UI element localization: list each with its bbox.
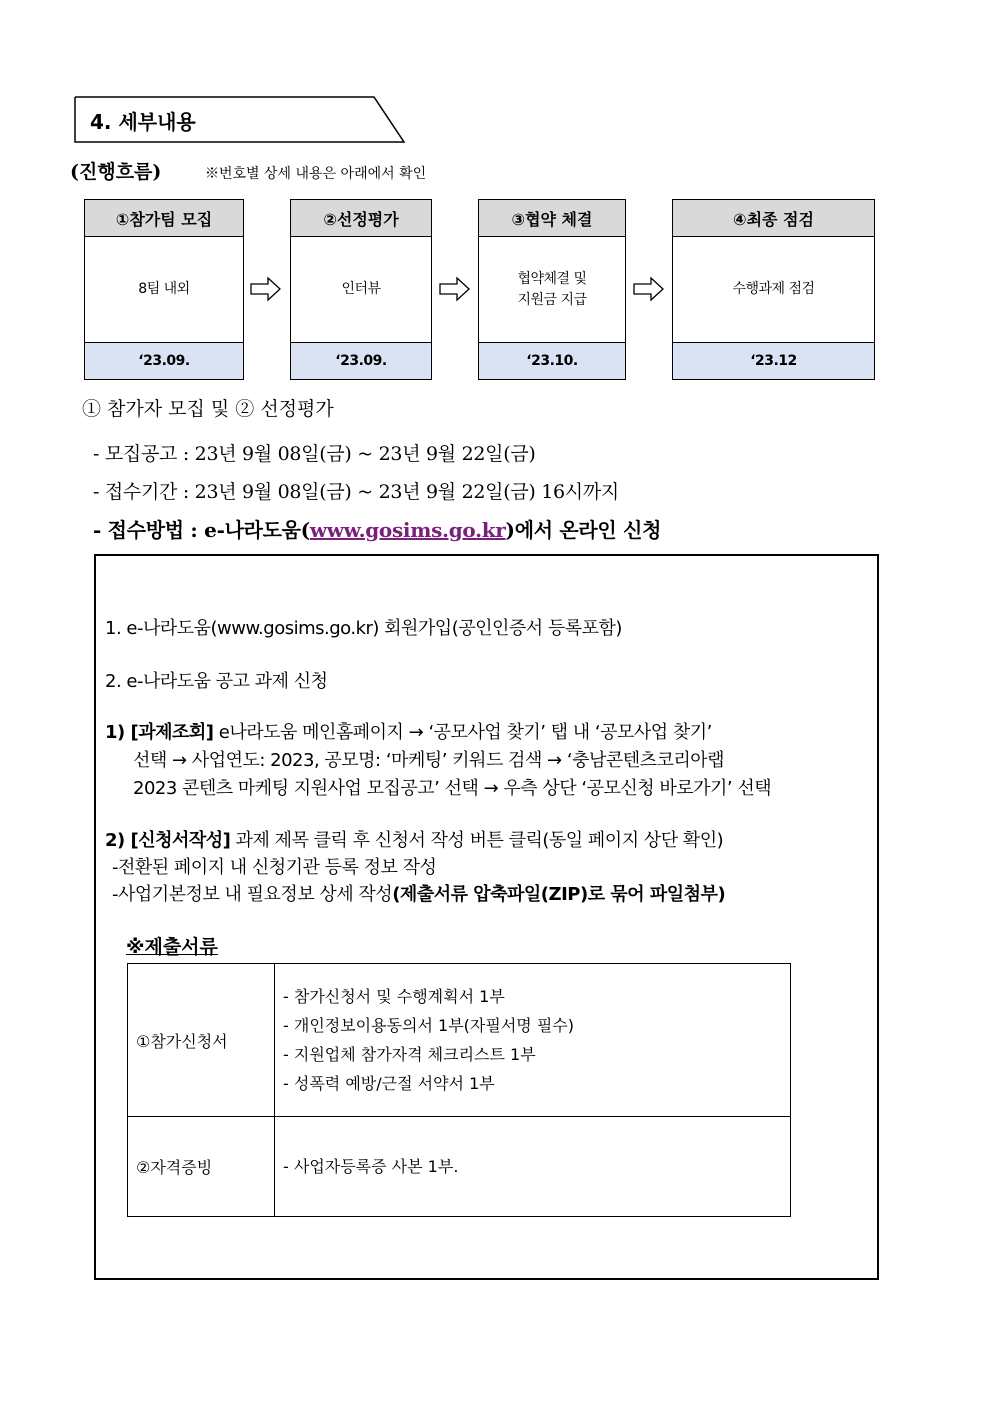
guide-step-1-line-3: 2023 콘텐츠 마케팅 지원사업 모집공고’ 선택 → 우측 상단 ‘공모신청 바로가기’ 선택	[133, 778, 772, 799]
right-arrow-icon	[250, 276, 282, 302]
guide-step-1-line-2: 선택 → 사업연도: 2023, 공모명: ‘마케팅’ 키워드 검색 → ‘충남콘텐츠코리아랩	[133, 750, 725, 771]
guide-item-1: 1. e-나라도움(www.gosims.go.kr) 회원가입(공인인증서 등록포함)	[105, 618, 622, 639]
docs-items	[275, 964, 791, 1117]
flow-heading: (진행흐름)	[70, 161, 162, 183]
guide-step-2-line-3-bold: (제출서류 압축파일(ZIP)로 묶어 파일첨부)	[392, 884, 726, 905]
step-title: ③협약 체결	[479, 200, 625, 237]
docs-table	[127, 963, 791, 1217]
recruit-method-suffix: )에서 온라인 신청	[505, 518, 662, 542]
guide-step-2-line-1	[105, 826, 723, 852]
recruit-method	[93, 514, 661, 543]
step-date: ‘23.09.	[85, 343, 243, 379]
table-row	[128, 964, 791, 1117]
docs-item: - 참가신청서 및 수행계획서 1부	[283, 987, 505, 1006]
step-body-line: 지원금 지급	[517, 291, 587, 308]
guide-item-2: 2. e-나라도움 공고 과제 신청	[105, 671, 328, 692]
guide-step-2-line-3	[112, 880, 725, 906]
docs-item: - 사업자등록증 사본 1부.	[283, 1157, 459, 1176]
step-title: ②선정평가	[291, 200, 431, 237]
step-date: ‘23.09.	[291, 343, 431, 379]
right-arrow-icon	[633, 276, 665, 302]
guide-step-2-label: 2) [신청서작성]	[105, 830, 231, 851]
application-guide-box	[94, 554, 879, 1280]
recruit-notice: - 모집공고 : 23년 9월 08일(금) ~ 23년 9월 22일(금)	[93, 443, 536, 465]
guide-step-2-text: 과제 제목 클릭 후 신청서 작성 버튼 클릭(동일 페이지 상단 확인)	[230, 830, 724, 851]
step-body: 8팀 내외	[85, 237, 243, 343]
section-title: 4. 세부내용	[90, 110, 196, 134]
guide-step-1-line-1	[105, 718, 712, 744]
gosims-link[interactable]: www.gosims.go.kr	[309, 518, 506, 542]
step-body	[479, 237, 625, 343]
step-date: ‘23.12	[673, 343, 874, 379]
recruit-title: ① 참가자 모집 및 ② 선정평가	[82, 398, 334, 420]
docs-category: ①참가신청서	[128, 964, 275, 1117]
docs-item: - 지원업체 참가자격 체크리스트 1부	[283, 1045, 536, 1064]
step-title: ④최종 점검	[673, 200, 874, 237]
table-row	[128, 1117, 791, 1217]
section-title-box	[74, 96, 404, 142]
recruit-method-prefix: - 접수방법 : e-나라도움(	[93, 518, 310, 542]
recruit-period: - 접수기간 : 23년 9월 08일(금) ~ 23년 9월 22일(금) 16시까지	[93, 481, 619, 503]
flow-step-4	[672, 199, 875, 380]
guide-step-1-label: 1) [과제조회]	[105, 722, 214, 743]
flow-step-1	[84, 199, 244, 380]
step-body-line: 협약체결 및	[517, 270, 587, 287]
step-body: 인터뷰	[291, 237, 431, 343]
guide-step-2-line-3-text: -사업기본정보 내 필요정보 상세 작성	[112, 884, 393, 905]
right-arrow-icon	[439, 276, 471, 302]
docs-items	[275, 1117, 791, 1217]
docs-item: - 성폭력 예방/근절 서약서 1부	[283, 1074, 495, 1093]
step-date: ‘23.10.	[479, 343, 625, 379]
docs-category: ②자격증빙	[128, 1117, 275, 1217]
docs-title: ※제출서류	[126, 936, 218, 958]
flow-step-3	[478, 199, 626, 380]
flow-step-2	[290, 199, 432, 380]
docs-item: - 개인정보이용동의서 1부(자필서명 필수)	[283, 1016, 574, 1035]
flow-note: ※번호별 상세 내용은 아래에서 확인	[205, 166, 427, 182]
guide-step-2-line-2: -전환된 페이지 내 신청기관 등록 정보 작성	[112, 857, 437, 878]
step-title: ①참가팀 모집	[85, 200, 243, 237]
guide-step-1-text: e나라도움 메인홈페이지 → ‘공모사업 찾기’ 탭 내 ‘공모사업 찾기’	[213, 722, 712, 743]
step-body: 수행과제 점검	[673, 237, 874, 343]
